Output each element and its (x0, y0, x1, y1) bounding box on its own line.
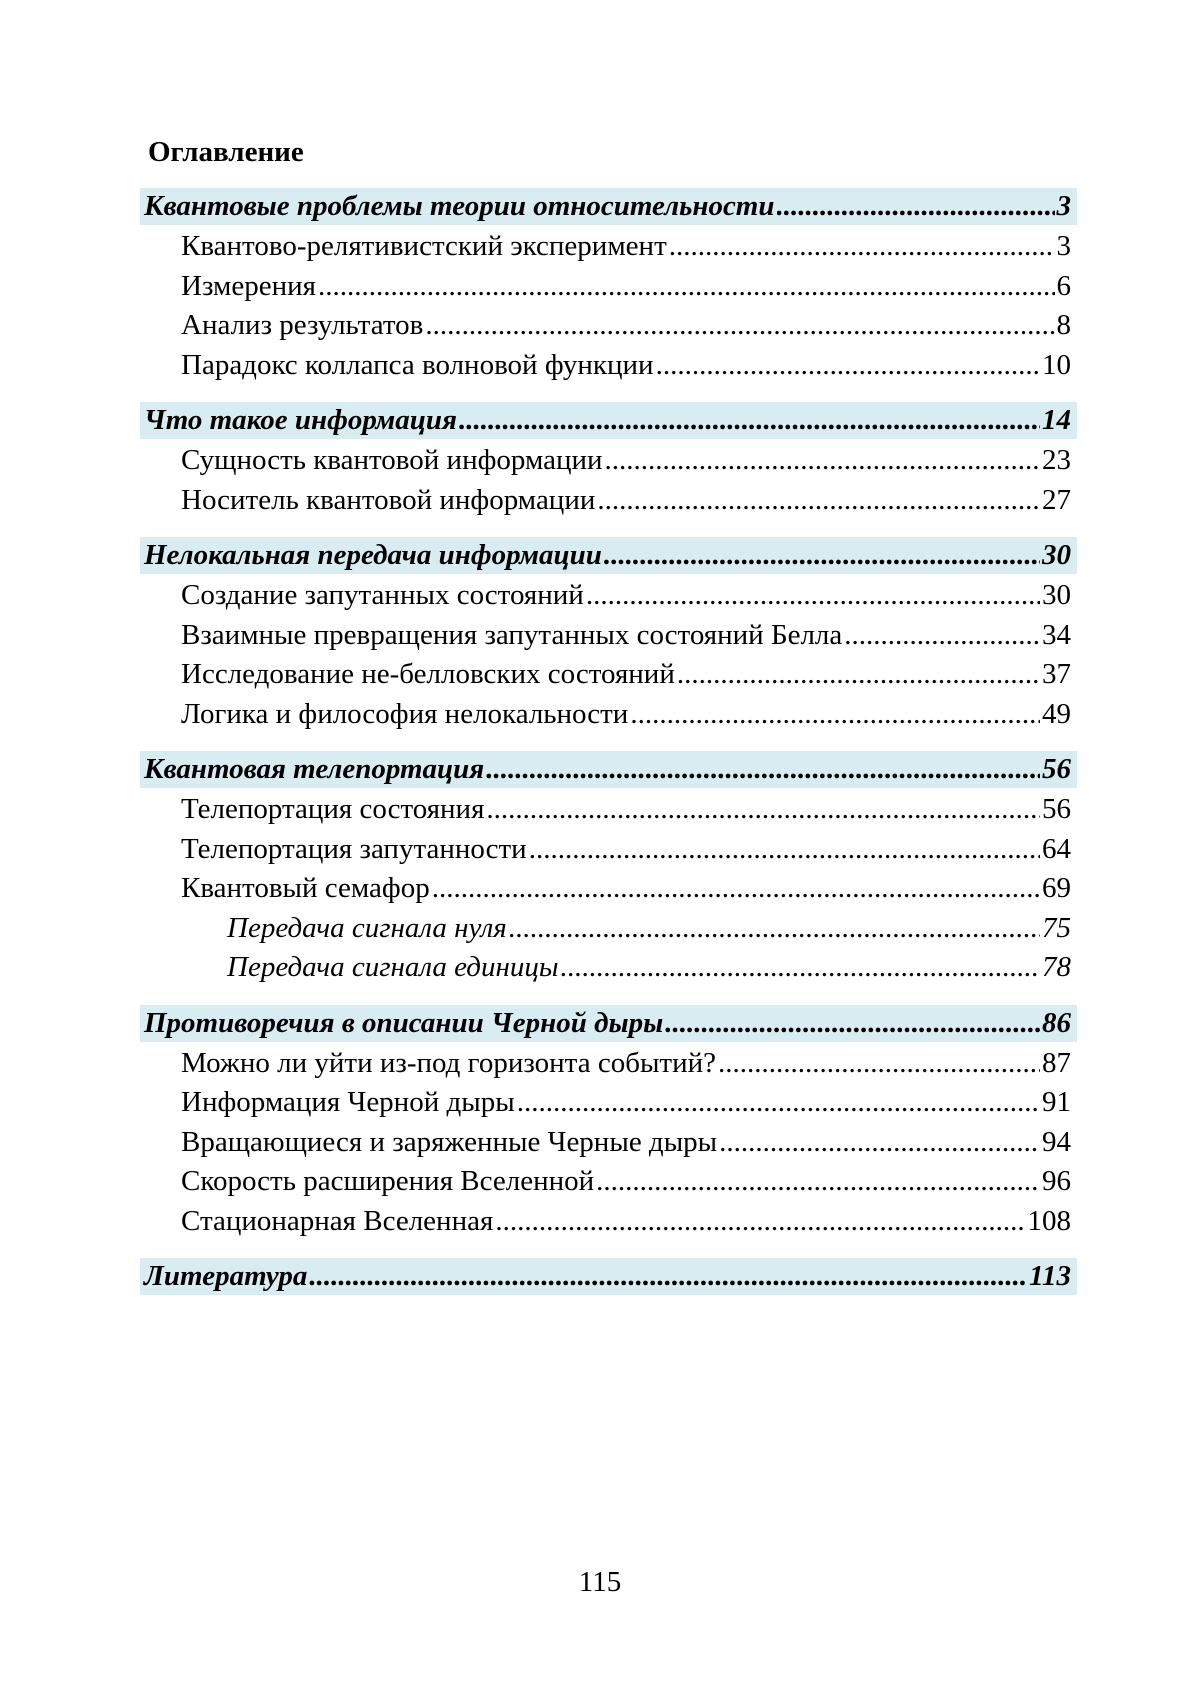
toc-entry-title: Передача сигнала единицы (227, 951, 559, 983)
toc-entry-title: Скорость расширения Вселенной (181, 1165, 595, 1197)
toc-subsection[interactable] (141, 830, 1077, 870)
toc-section (141, 751, 1077, 988)
toc-entry-title: Исследование не-белловских состояний (181, 658, 675, 690)
dot-leader (605, 441, 1040, 481)
toc-entry-title: Телепортация состояния (181, 793, 485, 825)
toc-entry-page: 3 (1056, 190, 1071, 222)
dot-leader (509, 909, 1040, 949)
dot-leader (596, 1162, 1040, 1202)
toc-entry-title: Квантово-релятивистский эксперимент (181, 230, 667, 262)
toc-entry-page: 86 (1042, 1006, 1071, 1039)
toc-subsection[interactable] (141, 346, 1077, 386)
toc-entry-page: 56 (1042, 793, 1071, 825)
toc-entry-title: Парадокс коллапса волновой функции (181, 348, 654, 381)
toc-entry-title: Создание запутанных состояний (181, 579, 584, 611)
dot-leader (517, 1083, 1040, 1123)
toc-entry-page: 113 (1029, 1260, 1071, 1292)
dot-leader (777, 188, 1055, 225)
toc-entry-title: Стационарная Вселенная (181, 1204, 494, 1237)
toc-entry-page: 8 (1056, 309, 1071, 341)
dot-leader (656, 346, 1040, 386)
dot-leader (630, 695, 1040, 735)
toc-entry-page: 27 (1042, 483, 1071, 516)
toc-section (141, 188, 1077, 385)
dot-leader (597, 481, 1040, 521)
toc-entry-page: 96 (1042, 1165, 1071, 1197)
toc-entry-page: 64 (1042, 832, 1071, 865)
toc-entry-title: Квантовая телепортация (144, 753, 485, 785)
toc-entry-title: Противоречия в описании Черной дыры (144, 1006, 664, 1039)
dot-leader (669, 227, 1055, 267)
dot-leader (425, 306, 1054, 346)
toc-entry-page: 94 (1042, 1125, 1071, 1158)
toc-entry-title: Сущность квантовой информации (181, 444, 603, 476)
toc-entry-page: 49 (1042, 697, 1071, 730)
toc-entry-title: Можно ли уйти из-под горизонта событий? (181, 1046, 717, 1079)
toc-entry-page: 69 (1042, 872, 1071, 904)
toc-subsection[interactable] (141, 616, 1077, 656)
toc-entry-title: Анализ результатов (181, 309, 424, 341)
toc-entry-title: Логика и философия нелокальности (181, 697, 629, 730)
toc-subsection[interactable] (141, 1083, 1077, 1123)
toc-entry-title: Взаимные превращения запутанных состояний Белла (181, 618, 843, 651)
toc-subsection[interactable] (141, 695, 1077, 735)
toc-subsubsection[interactable] (141, 909, 1077, 949)
dot-leader (318, 267, 1055, 307)
toc-entry-page: 37 (1042, 658, 1071, 690)
toc-entry-title: Квантовый семафор (181, 872, 430, 904)
toc-subsection[interactable] (141, 306, 1077, 346)
toc-entry-page: 30 (1042, 539, 1071, 571)
toc-entry-title: Измерения (181, 269, 316, 302)
dot-leader (459, 402, 1040, 439)
toc-entry-page: 14 (1042, 404, 1071, 436)
toc-chapter[interactable] (140, 188, 1077, 225)
toc-entry-title: Информация Черной дыры (181, 1086, 515, 1118)
dot-leader (495, 1202, 1025, 1242)
toc-subsection[interactable] (141, 655, 1077, 695)
toc-entry-title: Что такое информация (144, 404, 457, 436)
dot-leader (309, 1258, 1027, 1295)
dot-leader (586, 576, 1040, 616)
toc-subsection[interactable] (141, 1202, 1077, 1242)
dot-leader (432, 869, 1040, 909)
toc-entry-page: 10 (1042, 348, 1071, 381)
toc-subsection[interactable] (141, 790, 1077, 830)
toc-entry-title: Передача сигнала нуля (227, 911, 507, 944)
dot-leader (719, 1123, 1040, 1163)
toc-subsection[interactable] (141, 1162, 1077, 1202)
toc-entry-page: 34 (1042, 618, 1071, 651)
toc-chapter[interactable] (140, 537, 1077, 574)
dot-leader (718, 1044, 1040, 1084)
toc-entry-page: 30 (1042, 579, 1071, 611)
page-title: Оглавление (148, 136, 304, 168)
toc-entry-page: 23 (1042, 444, 1071, 476)
dot-leader (529, 830, 1040, 870)
toc-subsection[interactable] (141, 869, 1077, 909)
toc-entry-title: Телепортация запутанности (181, 832, 527, 865)
toc-entry-title: Литература (144, 1260, 308, 1292)
toc-subsection[interactable] (141, 481, 1077, 521)
toc-entry-title: Нелокальная передача информации (144, 539, 602, 571)
dot-leader (486, 790, 1040, 830)
dot-leader (844, 616, 1040, 656)
dot-leader (677, 655, 1040, 695)
toc-chapter[interactable] (140, 751, 1077, 788)
toc-subsection[interactable] (141, 267, 1077, 307)
toc-entry-page: 6 (1056, 269, 1071, 302)
toc-subsection[interactable] (141, 1044, 1077, 1084)
toc-subsection[interactable] (141, 1123, 1077, 1163)
toc-section (141, 537, 1077, 734)
toc-subsection[interactable] (141, 576, 1077, 616)
toc-entry-page: 78 (1042, 951, 1071, 983)
toc-subsection[interactable] (141, 227, 1077, 267)
toc-subsubsection[interactable] (141, 948, 1077, 988)
toc-subsection[interactable] (141, 441, 1077, 481)
toc-section (141, 1005, 1077, 1242)
toc-chapter[interactable] (140, 1005, 1077, 1042)
dot-leader (486, 751, 1040, 788)
toc-section (141, 402, 1077, 520)
toc-entry-page: 3 (1056, 230, 1071, 262)
dot-leader (604, 537, 1040, 574)
toc-entry-page: 87 (1042, 1046, 1071, 1079)
toc-entry-page: 108 (1027, 1204, 1071, 1237)
toc-entry-page: 56 (1042, 753, 1071, 785)
toc-entry-page: 75 (1042, 911, 1071, 944)
toc-chapter[interactable] (140, 1258, 1077, 1295)
toc-section (141, 1258, 1077, 1295)
toc-entry-page: 91 (1042, 1086, 1071, 1118)
toc-entry-title: Носитель квантовой информации (181, 483, 596, 516)
toc-entry-title: Квантовые проблемы теории относительности (144, 190, 775, 222)
toc-chapter[interactable] (140, 402, 1077, 439)
dot-leader (561, 948, 1040, 988)
page-number: 115 (578, 1566, 622, 1598)
toc-entry-title: Вращающиеся и заряженные Черные дыры (181, 1125, 718, 1158)
dot-leader (665, 1005, 1040, 1042)
table-of-contents (141, 188, 1077, 1312)
